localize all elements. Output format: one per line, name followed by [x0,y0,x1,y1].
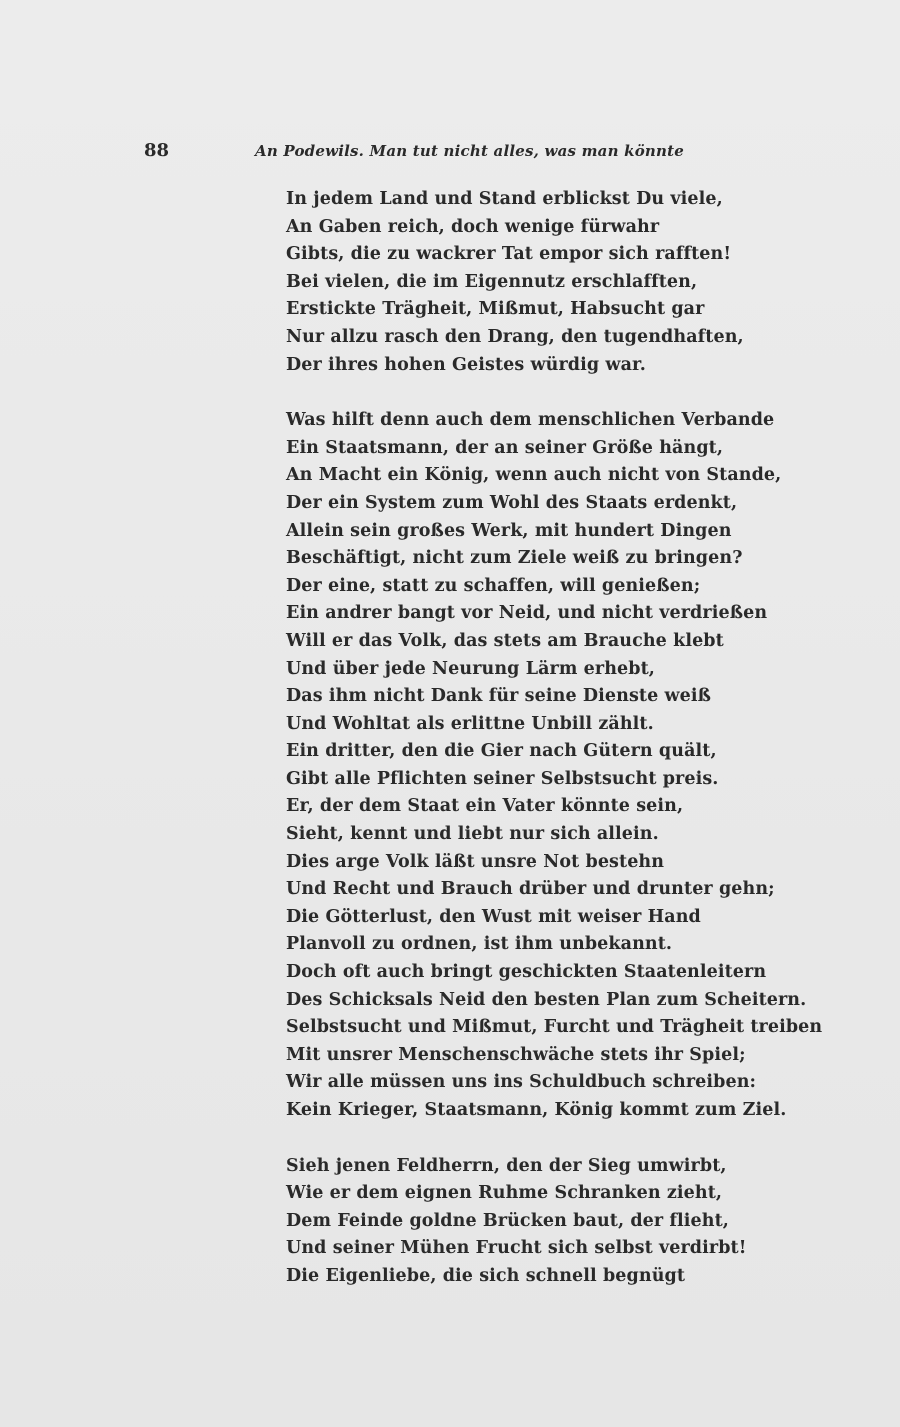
stanza-3 [286,1153,766,1291]
verse-line: Und über jede Neurung Lärm erhebt, [286,658,655,679]
page-number: 88 [144,140,170,161]
verse-line: Des Schicksals Neid den besten Plan zum Scheitern. [286,989,807,1010]
verse-line: Dem Feinde goldne Brücken baut, der flieht, [286,1210,729,1231]
running-head [144,140,684,164]
verse-line: An Gaben reich, doch wenige fürwahr [286,216,660,237]
verse-line: Ein dritter, den die Gier nach Gütern quält, [286,741,717,762]
verse-line: Kein Krieger, Staatsmann, König kommt zum Ziel. [286,1100,787,1120]
verse-line: Und Wohltat als erlittne Unbill zählt. [286,713,654,734]
verse-line: Und Recht und Brauch drüber und drunter gehn; [286,879,775,900]
running-title: An Podewils. Man tut nicht alles, was man könnte [255,142,684,160]
verse-line: Was hilft denn auch dem menschlichen Verbande [286,410,775,431]
verse-line: Selbstsucht und Mißmut, Furcht und Trägheit treiben [286,1017,823,1038]
verse-line: Allein sein großes Werk, mit hundert Dingen [286,520,732,541]
verse-line: Er, der dem Staat ein Vater könnte sein, [286,796,684,817]
verse-line: Der eine, statt zu schaffen, will genießen; [286,575,701,596]
verse-line: Beschäftigt, nicht zum Ziele weiß zu bringen? [286,548,743,569]
verse-line: Doch oft auch bringt geschickten Staatenleitern [286,962,767,983]
verse-line: Gibts, die zu wackrer Tat empor sich rafften! [286,244,732,265]
verse-line: Und seiner Mühen Frucht sich selbst verdirbt! [286,1238,747,1259]
verse-line: Sieh jenen Feldherrn, den der Sieg umwirbt, [286,1155,727,1176]
verse-line: Die Götterlust, den Wust mit weiser Hand [286,906,701,927]
poem-text [286,186,823,1291]
verse-line: Der ihres hohen Geistes würdig war. [286,354,646,375]
stanza-2 [286,407,823,1124]
verse-line: Der ein System zum Wohl des Staats erdenkt, [286,492,738,513]
verse-line: Ein andrer bangt vor Neid, und nicht verdrießen [286,603,768,624]
verse-line: Wie er dem eignen Ruhme Schranken zieht, [286,1183,723,1204]
verse-line: In jedem Land und Stand erblickst Du viele, [286,189,723,209]
verse-line: Erstickte Trägheit, Mißmut, Habsucht gar [286,299,705,320]
verse-line: Ein Staatsmann, der an seiner Größe hängt, [286,437,724,458]
verse-line: Planvoll zu ordnen, ist ihm unbekannt. [286,934,673,955]
verse-line: Gibt alle Pflichten seiner Selbstsucht preis. [286,768,719,789]
stanza-1 [286,186,766,379]
verse-line: Dies arge Volk läßt unsre Not bestehn [286,851,665,872]
verse-line: Die Eigenliebe, die sich schnell begnügt [286,1265,686,1286]
verse-line: Das ihm nicht Dank für seine Dienste weiß [286,686,712,707]
verse-line: Mit unsrer Menschenschwäche stets ihr Spiel; [286,1044,746,1065]
verse-line: Sieht, kennt und liebt nur sich allein. [286,824,659,845]
verse-line: Will er das Volk, das stets am Brauche klebt [286,630,724,651]
verse-line: An Macht ein König, wenn auch nicht von Stande, [286,465,782,486]
verse-line: Nur allzu rasch den Drang, den tugendhaften, [286,326,744,347]
verse-line: Wir alle müssen uns ins Schuldbuch schreiben: [286,1072,757,1093]
verse-line: Bei vielen, die im Eigennutz erschlafften, [286,271,698,292]
